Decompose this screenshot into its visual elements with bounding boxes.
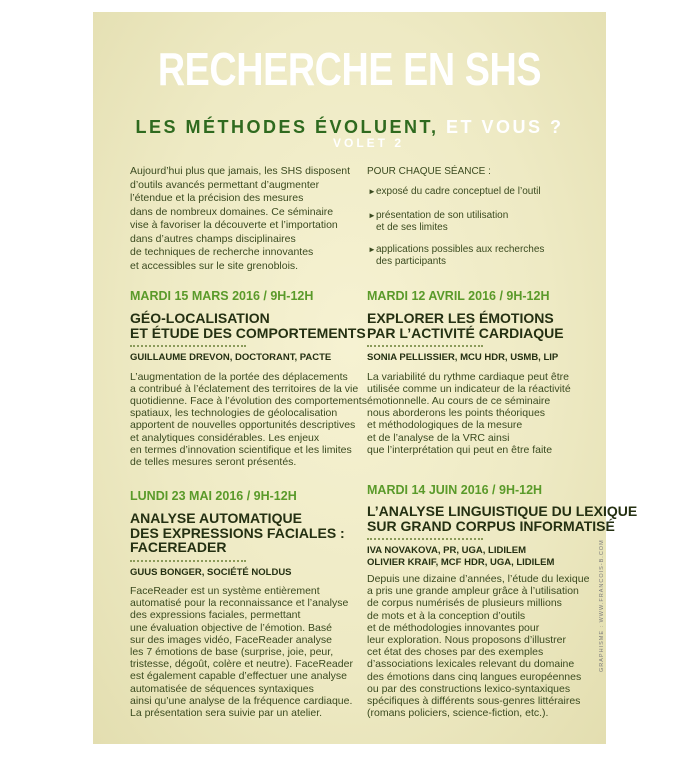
description-line: a contribué à l’éclatement des territoires de la vie	[130, 382, 359, 395]
description-line: de corpus numérisés de plusieurs millions	[367, 597, 562, 610]
description-line: une évaluation objective de l’émotion. Basé	[130, 621, 332, 634]
session-speaker: OLIVIER KRAIF, MCF HDR, UGA, LIDILEM	[367, 556, 555, 568]
description-line: apportent de nouvelles opportunités descriptives	[130, 419, 356, 432]
intro-line: l’étendue et la précision des mesures	[130, 192, 304, 204]
credit-text: GRAPHISME : WWW.FRANCOIS-B.COM	[599, 539, 605, 672]
description-line: des émotions dans cinq langues européennes	[367, 670, 582, 683]
session-title-line: PAR L’ACTIVITÉ CARDIAQUE	[367, 324, 564, 341]
bullet-arrow-icon: ►	[368, 187, 376, 196]
session-date: MARDI 14 JUIN 2016 / 9H-12H	[367, 483, 543, 497]
session-1	[130, 289, 367, 468]
description-line: de mots et à la conception d’outils	[367, 609, 526, 622]
description-line: que l’interprétation qui peut en être faite	[367, 443, 553, 456]
session-description	[130, 585, 353, 720]
intro-line: d’outils avancés permettant d’augmenter	[130, 178, 320, 191]
description-line: (romans policiers, science-fiction, etc.).	[367, 707, 549, 720]
description-line: et de méthodologies innovantes pour	[367, 621, 540, 634]
description-line: nous aborderons les points théoriques	[367, 407, 546, 420]
description-line: quotidienne. Face à l’évolution des comportements	[130, 394, 367, 407]
description-line: cet état des choses par des exemples	[367, 646, 544, 659]
description-line: est également capable d’effectuer une analyse	[130, 670, 347, 683]
description-line: des expressions faciales, permettant	[130, 609, 301, 622]
description-line: sur des images vidéo, FaceReader analyse	[130, 633, 332, 646]
session-description	[130, 370, 367, 469]
intro-line: vise à favoriser la découverte et l’importation	[130, 219, 338, 231]
description-line: et méthodologiques de la mesure	[367, 419, 523, 432]
session-title-line: FACEREADER	[130, 539, 227, 555]
description-line: leur exploration. Nous proposons d’illustrer	[367, 634, 567, 647]
session-speaker: SONIA PELLISSIER, MCU HDR, USMB, LIP	[367, 352, 559, 363]
session-date: MARDI 15 MARS 2016 / 9H-12H	[130, 289, 314, 303]
description-line: de telles mesures seront présentés.	[130, 455, 297, 468]
description-line: émotionnelle. Au cours de ce séminaire	[367, 394, 551, 407]
description-line: automatisée de séquences syntaxiques	[130, 682, 314, 695]
description-line: a pris une grande ampleur grâce à l’utilisation	[367, 585, 579, 598]
session-title-line: DES EXPRESSIONS FACIALES :	[130, 524, 345, 541]
poster-subtitle	[93, 117, 606, 137]
intro-line: dans d’autres champs disciplinaires	[130, 232, 296, 245]
intro-paragraph	[130, 165, 351, 273]
dotted-divider	[367, 538, 483, 540]
description-line: utilisée comme un indicateur de la réactivité	[367, 382, 571, 395]
session-title-line: GÉO-LOCALISATION	[130, 310, 270, 326]
intro-line: dans de nombreux domaines. Ce séminaire	[130, 205, 334, 218]
description-line: automatisé pour la reconnaissance et l’analyse	[130, 597, 349, 610]
bullet-text: et de ses limites	[376, 222, 448, 233]
dotted-divider	[130, 560, 246, 562]
poster	[93, 12, 638, 744]
bullet-text: applications possibles aux recherches	[376, 244, 545, 255]
session-date: MARDI 12 AVRIL 2016 / 9H-12H	[367, 289, 550, 303]
description-line: spatiaux, les technologies de géolocalisation	[130, 407, 338, 420]
session-speaker: GUUS BONGER, SOCIÉTÉ NOLDUS	[130, 566, 292, 578]
description-line: La variabilité du rythme cardiaque peut être	[367, 370, 569, 383]
volet-label: VOLET 2	[333, 136, 405, 150]
bullet-item	[368, 186, 588, 198]
description-line: les 7 émotions de base (surprise, joie, peur,	[130, 646, 334, 659]
session-title-line: SUR GRAND CORPUS INFORMATISÉ	[367, 517, 615, 534]
session-description	[367, 371, 587, 456]
description-line: L’augmentation de la portée des déplacements	[130, 370, 348, 383]
bullet-text: exposé du cadre conceptuel de l’outil	[376, 186, 541, 197]
description-line: FaceReader est un système entièrement	[130, 585, 320, 597]
description-line: d’associations lexicales relevant du domaine	[367, 658, 575, 671]
bullet-arrow-icon: ►	[368, 211, 376, 220]
bullet-text: présentation de son utilisation	[376, 210, 509, 221]
session-description	[367, 573, 597, 719]
session-title-line: L’ANALYSE LINGUISTIQUE DU LEXIQUE	[367, 503, 638, 519]
session-speaker: IVA NOVAKOVA, PR, UGA, LIDILEM	[367, 545, 527, 556]
intro-line: et accessibles sur le site grenoblois.	[130, 259, 299, 272]
description-line: spécifiques à différents sous-genres littéraires	[367, 695, 581, 708]
subtitle-part2: ET VOUS ?	[446, 117, 564, 137]
description-line: et de l’analyse de la VRC ainsi	[367, 431, 510, 444]
description-line: et analytiques considérables. Les enjeux	[130, 431, 320, 444]
session-title-line: EXPLORER LES ÉMOTIONS	[367, 310, 554, 326]
subtitle-part1: LES MÉTHODES ÉVOLUENT,	[135, 117, 439, 137]
intro-line: de techniques de recherche innovantes	[130, 246, 314, 258]
description-line: tristesse, dégoût, colère et neutre). FaceReader	[130, 658, 353, 671]
per-session-heading: POUR CHAQUE SÉANCE :	[367, 166, 491, 177]
session-3	[130, 489, 353, 720]
dotted-divider	[130, 345, 246, 347]
description-line: Depuis une dizaine d’années, l’étude du lexique	[367, 573, 590, 585]
session-title-line: ANALYSE AUTOMATIQUE	[130, 510, 302, 526]
design-credit	[599, 522, 609, 672]
description-line: La présentation sera suivie par un atelier.	[130, 707, 323, 720]
description-line: ou par des constructions lexico-syntaxiques	[367, 682, 571, 695]
bullet-arrow-icon: ►	[368, 245, 376, 254]
dotted-divider	[367, 345, 483, 347]
intro-line: Aujourd’hui plus que jamais, les SHS disposent	[130, 165, 351, 177]
session-speaker: GUILLAUME DREVON, DOCTORANT, PACTE	[130, 352, 332, 363]
session-date: LUNDI 23 MAI 2016 / 9H-12H	[130, 489, 297, 503]
poster-title: RECHERCHE EN SHS	[157, 43, 542, 95]
description-line: en termes d’innovation scientifique et les limites	[130, 443, 352, 456]
session-title-line: ET ÉTUDE DES COMPORTEMENTS	[130, 324, 366, 341]
bullet-item	[368, 210, 588, 234]
description-line: ainsi qu’une analyse de la fréquence cardiaque.	[130, 694, 353, 707]
bullet-text: des participants	[376, 256, 447, 267]
bullet-item	[368, 244, 588, 268]
session-2	[367, 289, 587, 456]
